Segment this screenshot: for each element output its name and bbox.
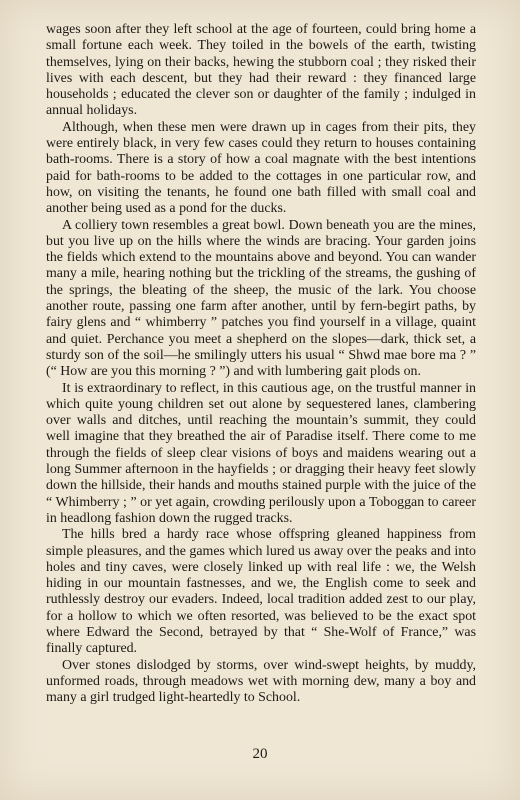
- paragraph-3: A colliery town resembles a great bowl. Down beneath you are the mines, but you live up on the hills where the winds are bracing. Your garden joins the fields which extend to the mountains above and beyond. You can wander many a mile, hearing nothing but the trickling of the streams, the gushing of the springs, the bleating of the sheep, the music of the lark. You choose another route, passing one farm after another, until by fern-begirt paths, by fairy glens and “ whimberry ” patches you find yourself in a village, quaint and quiet. Perchance you meet a shepherd on the slopes—dark, thick set, a sturdy son of the soil—he smilingly utters his usual “ Shwd mae bore ma ? ” (“ How are you this morning ? ”) and with lumbering gait plods on.: [46, 217, 476, 380]
- paragraph-4: It is extraordinary to reflect, in this cautious age, on the trustful manner in which quite young children set out alone by sequestered lanes, clambering over walls and ditches, until reaching the mountain’s summit, they could well imagine that they breathed the air of Paradise itself. There come to me through the fields of sleep clear visions of boys and maidens wearing out a long Summer afternoon in the hayfields ; or dragging their heavy feet slowly down the hillside, their hands and mouths stained purple with the juice of the “ Whimberry ; ” or yet again, crowding perilously upon a Toboggan to career in headlong fashion down the rugged tracks.: [46, 380, 476, 526]
- paragraph-5: The hills bred a hardy race whose offspring gleaned happiness from simple pleasures, and the games which lured us away over the peaks and into holes and tiny caves, were closely linked up with real life : we, the Welsh hiding in our mountain fastnesses, and we, the English come to seek and ruthlessly destroy our evaders. Indeed, local tradition added zest to our play, for a hollow to which we often resorted, was believed to be the exact spot where Edward the Second, betrayed by that “ She-Wolf of France,” was finally captured.: [46, 527, 476, 657]
- paragraph-2: Although, when these men were drawn up in cages from their pits, they were entirely black, in very few cases could they return to houses containing bath-rooms. There is a story of how a coal magnate with the best intentions paid for bath-rooms to be added to the cottages in one particular row, and how, on visiting the tenants, he found one bath filled with small coal and another being used as a pond for the ducks.: [46, 119, 476, 217]
- page-number: 20: [252, 746, 268, 762]
- paragraph-6: Over stones dislodged by storms, over wind-swept heights, by muddy, unformed roads, through meadows wet with morning dew, many a boy and many a girl trudged light-heartedly to School.: [46, 657, 476, 706]
- paragraph-1: wages soon after they left school at the age of fourteen, could bring home a small fortune each week. They toiled in the bowels of the earth, twisting themselves, lying on their backs, hewing the stubborn coal ; they risked their lives with each descent, but they had their reward : they financed large households ; educated the clever son or daughter of the family ; indulged in annual holidays.: [46, 22, 476, 119]
- body-text: [46, 22, 476, 706]
